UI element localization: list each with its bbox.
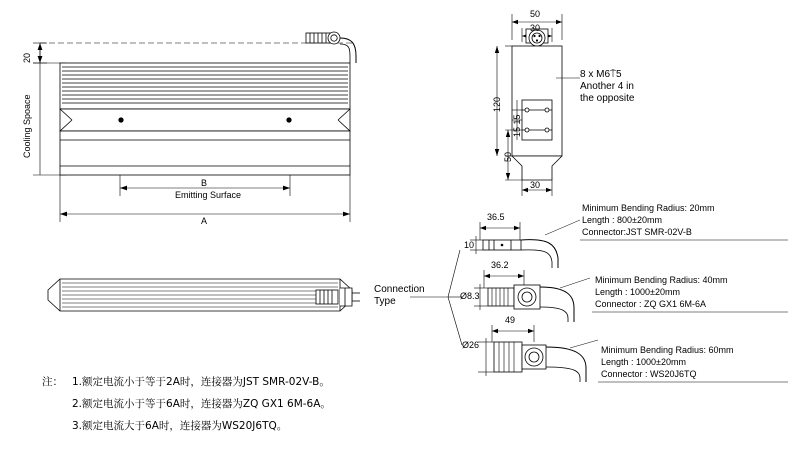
connector-3-spec-line1: Minimum Bending Radius: 60mm (601, 345, 734, 355)
thread-note-line-2: Another 4 in (580, 81, 634, 92)
side-height-120: 120 (492, 96, 502, 112)
cooling-space-label: Cooling Spoace (22, 94, 32, 158)
connector-1-spec-line1: Minimum Bending Radius: 20mm (582, 203, 715, 213)
side-bottom-dim-30: 30 (530, 180, 541, 190)
connector-3-length-dim: 49 (505, 315, 516, 325)
side-top-dim-30: 30 (530, 23, 541, 33)
connector-2-length-dim: 36.2 (491, 260, 509, 270)
connector-1-height-dim: 10 (464, 240, 475, 250)
connector-3-spec-line3: Connector : WS20J6TQ (601, 369, 697, 379)
cooling-space-dimension: 20 (22, 52, 32, 63)
connector-1-spec-line2: Length : 800±20mm (582, 215, 662, 225)
connection-type-label-line2: Type (374, 296, 396, 307)
connector-2-spec-line3: Connector : ZQ GX1 6M-6A (595, 299, 707, 309)
dimension-a-label: A (201, 216, 208, 226)
connector-2-spec-line2: Length : 1000±20mm (595, 287, 680, 297)
connector-2-spec-line1: Minimum Bending Radius: 40mm (595, 275, 728, 285)
thread-note-line-1: 8 x M6⍑5 (580, 69, 622, 80)
thread-note-line-3: the opposite (580, 93, 635, 104)
connector-3-height-dim: Ø26 (462, 340, 480, 350)
side-height-50: 50 (503, 151, 513, 162)
side-height-15-15: 15 15 (512, 114, 522, 137)
connector-3-spec-line2: Length : 1000±20mm (601, 357, 686, 367)
connector-2-height-dim: Ø8.3 (460, 291, 480, 301)
note-item-3: 3.额定电流大于6A时，连接器为WS20J6TQ。 (72, 420, 288, 432)
connector-1-spec-line3: Connector:JST SMR-02V-B (582, 227, 692, 237)
dimension-b-label: B (201, 178, 208, 188)
note-item-2: 2.额定电流小于等于6A时，连接器为ZQ GX1 6M-6A。 (72, 398, 331, 410)
connector-1-length-dim: 36.5 (487, 212, 505, 222)
emitting-surface-label: Emitting Surface (175, 190, 242, 200)
connection-type-label-line1: Connection (374, 284, 425, 295)
note-item-1: 1.额定电流小于等于2A时，连接器为JST SMR-02V-B。 (72, 376, 330, 388)
notes-label: 注： (42, 376, 63, 388)
side-top-dim-50: 50 (530, 9, 541, 19)
